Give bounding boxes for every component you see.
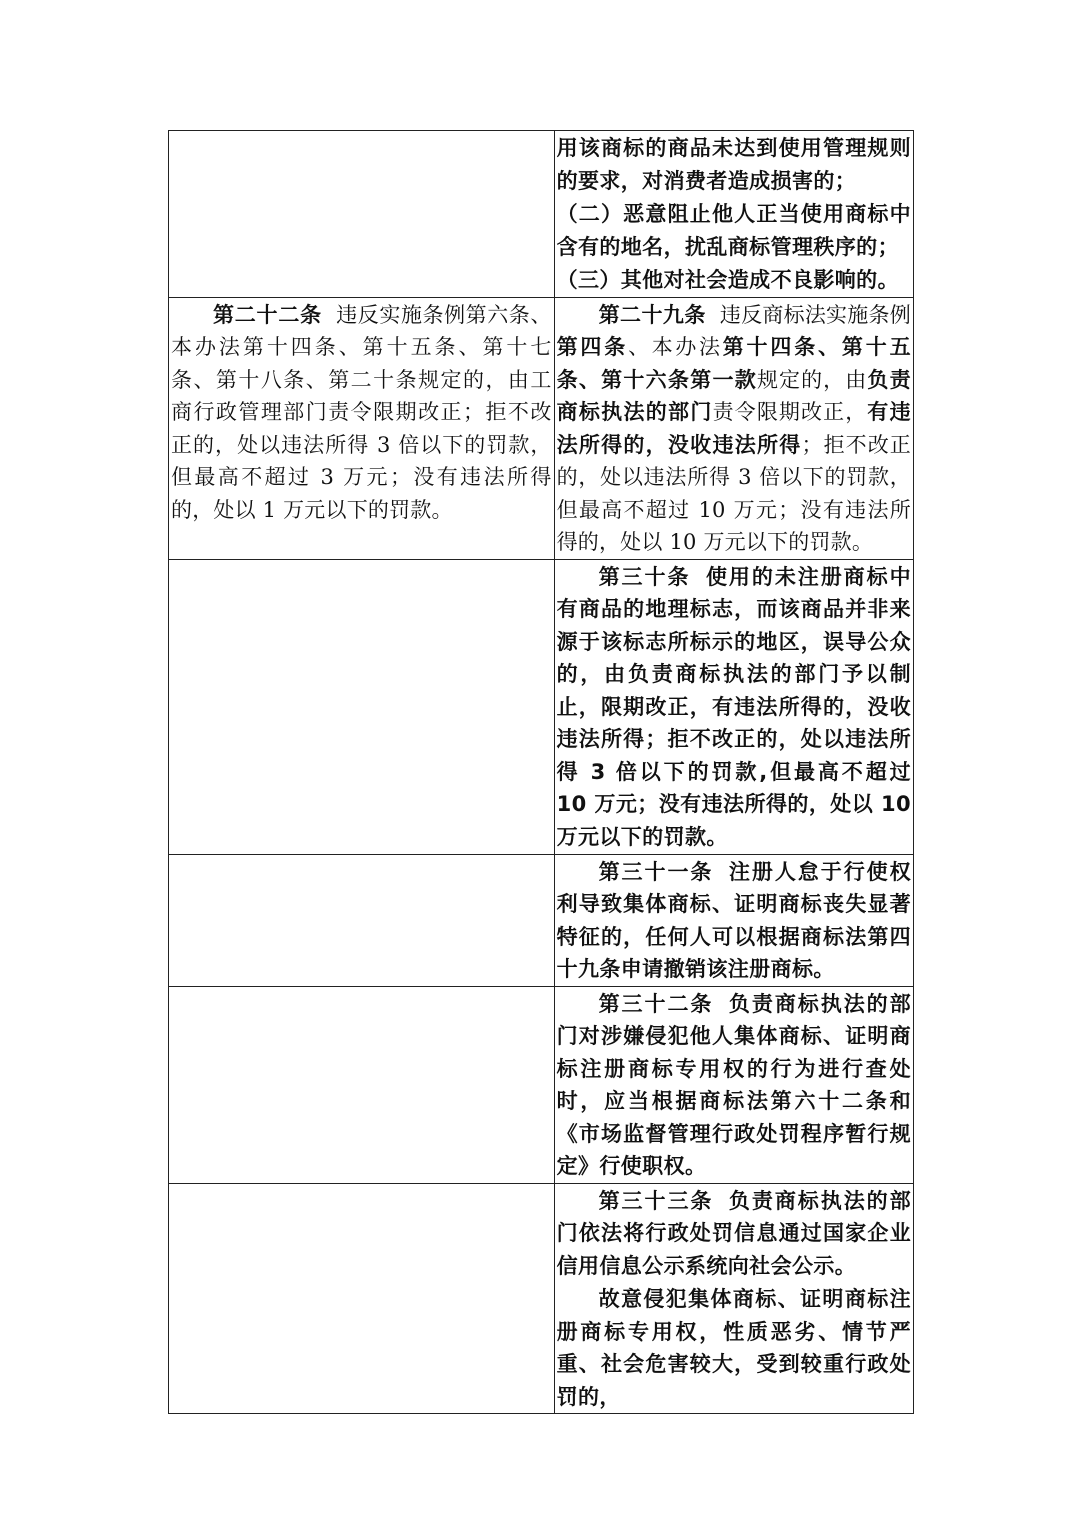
article-text-plain: 违反商标法实施条例 [719, 302, 911, 327]
article-text-plain: ；拒不改正的，处以违法所得 3 倍以下的罚款，但最高不超过 10 万元；没有违法所得的，处以 10 万元以下的罚款。 [556, 432, 912, 554]
article-text-bold: 负责商标执法的部门 [556, 367, 911, 424]
new-article-29 [557, 298, 911, 559]
article-body: 负责商标执法的部门对涉嫌侵犯他人集体商标、证明商标注册商标专用权的行为进行查处时，应当根据商标法第六十二条和《市场监督管理行政处罚程序暂行规定》行使职权。 [556, 991, 912, 1178]
article-text-plain: 责令限期改正， [712, 400, 868, 424]
article-text-bold: 有违法所得的，没收违法所得 [556, 400, 911, 457]
table-row [169, 854, 914, 986]
clause-item-3: （三）其他对社会造成不良影响的。 [556, 268, 899, 292]
old-provision-cell-empty [169, 986, 555, 1183]
table-row [169, 559, 914, 854]
continued-clause-text: 用该商标的商品未达到使用管理规则的要求，对消费者造成损害的； [556, 136, 911, 193]
table-row [169, 297, 914, 559]
article-body: 违反实施条例第六条、本办法第十四条、第十五条、第十七条、第十八条、第二十条规定的，由工商行政管理部门责令限期改正；拒不改正的，处以违法所得 3 倍以下的罚款，但最高不超过 3 万元；没有违法所得的，处以 1 万元以下的罚款。 [171, 302, 552, 522]
article-body: 负责商标执法的部门依法将行政处罚信息通过国家企业信用信息公示系统向社会公示。 [556, 1188, 912, 1278]
article-number: 第三十一条 [598, 859, 714, 884]
article-text-plain: 规定的，由 [756, 367, 868, 392]
old-article-22 [171, 298, 552, 527]
article-text-bold: 第四条 [556, 335, 629, 359]
table-row [169, 131, 914, 298]
new-article-33 [557, 1184, 911, 1283]
new-provision-cell [554, 131, 913, 298]
article-text-plain: 、本办法 [628, 335, 723, 359]
old-provision-cell-empty [169, 1183, 555, 1414]
table-row [169, 986, 914, 1183]
article-number: 第三十条 [598, 564, 691, 589]
table-row [169, 1183, 914, 1414]
old-provision-cell [169, 297, 555, 559]
comparison-table [168, 130, 914, 1414]
article-number: 第二十二条 [213, 302, 322, 327]
new-article-32 [557, 987, 911, 1183]
new-provision-cell [554, 854, 913, 986]
article-number: 第二十九条 [598, 302, 706, 327]
new-provision-cell [554, 559, 913, 854]
new-provision-cell [554, 297, 913, 559]
article-body: 注册人怠于行使权利导致集体商标、证明商标丧失显著特征的，任何人可以根据商标法第四十九条申请撤销该注册商标。 [556, 859, 912, 981]
new-provision-cell [554, 986, 913, 1183]
article-text-bold: 第十四条、第十五条、第十六条第一款 [556, 335, 911, 392]
new-article-30 [557, 560, 911, 854]
new-article-31 [557, 855, 911, 986]
new-article-33-paragraph-2: 故意侵犯集体商标、证明商标注册商标专用权，性质恶劣、情节严重、社会危害较大，受到较重行政处罚的， [556, 1287, 911, 1409]
old-provision-cell-empty [169, 854, 555, 986]
article-number: 第三十二条 [598, 991, 714, 1016]
old-provision-cell-empty [169, 131, 555, 298]
new-provision-cell [554, 1183, 913, 1414]
old-provision-cell-empty [169, 559, 555, 854]
clause-item-2: （二）恶意阻止他人正当使用商标中含有的地名，扰乱商标管理秩序的； [556, 202, 911, 259]
article-number: 第三十三条 [598, 1188, 714, 1213]
article-body: 使用的未注册商标中有商品的地理标志，而该商品并非来源于该标志所标示的地区，误导公众的，由负责商标执法的部门予以制止，限期改正，有违法所得的，没收违法所得；拒不改正的，处以违法所得 3 倍以下的罚款,但最高不超过 10 万元；没有违法所得的，处以 10 万元以下的罚款。 [556, 564, 911, 849]
